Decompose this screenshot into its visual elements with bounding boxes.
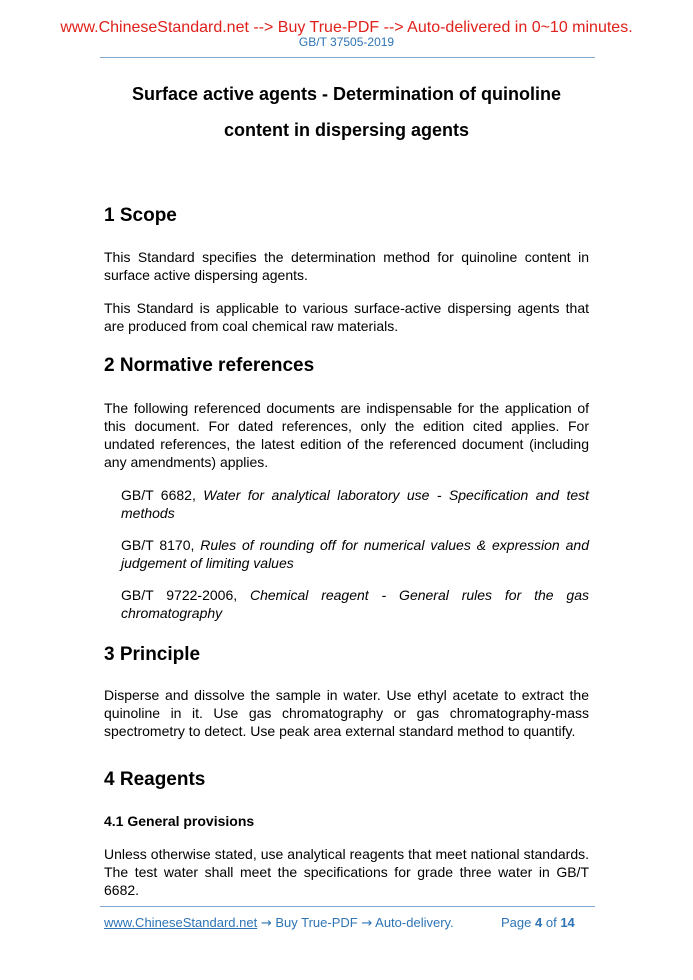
footer-links xyxy=(104,915,454,932)
footer-buy-text: Buy True-PDF xyxy=(275,915,358,930)
scope-paragraph-2: This Standard is applicable to various surface-active dispersing agents that are produced from coal chemical raw materials. xyxy=(104,300,589,334)
footer-delivery-text: Auto-delivery. xyxy=(375,915,454,930)
header-divider xyxy=(100,57,595,58)
page-current: 4 xyxy=(535,915,543,930)
reference-title: Water for analytical laboratory use - Specification and test methods xyxy=(121,487,590,521)
heading-scope: 1 Scope xyxy=(104,205,177,226)
reference-code: GB/T 6682, xyxy=(121,487,196,503)
footer-site-link[interactable]: www.ChineseStandard.net xyxy=(104,915,258,930)
heading-general-provisions: 4.1 General provisions xyxy=(104,813,255,829)
reagents-paragraph: Unless otherwise stated, use analytical reagents that meet national standards. The test water shall meet the specifications for grade three water in GB/T 6682. xyxy=(104,846,589,898)
page-of: of xyxy=(545,915,557,930)
page-label: Page xyxy=(501,915,532,930)
reference-item xyxy=(121,586,589,622)
reference-item xyxy=(121,536,589,572)
arrow-right-icon: → xyxy=(260,916,272,931)
scope-paragraph-1: This Standard specifies the determination method for quinoline content in surface active dispersing agents. xyxy=(104,249,589,283)
document-title-line-1: Surface active agents - Determination of quinoline xyxy=(131,84,562,104)
reference-code: GB/T 9722-2006, xyxy=(121,587,238,603)
reference-code: GB/T 8170, xyxy=(121,537,195,553)
normative-intro: The following referenced documents are indispensable for the application of this document. For dated references, only the edition cited applies. For undated references, the latest edition of the referenced document (including any amendments) applies. xyxy=(104,400,589,470)
principle-paragraph: Disperse and dissolve the sample in water. Use ethyl acetate to extract the quinoline in it. Use gas chromatography or gas chromatography-mass spectrometry to detect. Use peak area external standard method to quantify. xyxy=(104,687,589,739)
reference-title: Chemical reagent - General rules for the gas chromatography xyxy=(121,587,590,621)
document-title-line-2: content in dispersing agents xyxy=(223,120,470,140)
reference-item xyxy=(121,486,589,522)
page-indicator xyxy=(501,915,575,931)
heading-principle: 3 Principle xyxy=(104,644,201,665)
reference-title: Rules of rounding off for numerical values & expression and judgement of limiting values xyxy=(121,537,589,571)
page-total: 14 xyxy=(560,915,575,930)
footer-divider xyxy=(100,906,595,907)
heading-reagents: 4 Reagents xyxy=(104,769,206,790)
heading-normative-references: 2 Normative references xyxy=(104,355,315,376)
arrow-right-icon: → xyxy=(361,916,373,931)
standard-number: GB/T 37505-2019 xyxy=(298,35,395,49)
header-banner[interactable]: www.ChineseStandard.net --> Buy True-PDF --> Auto-delivered in 0~10 minutes. xyxy=(60,19,633,36)
